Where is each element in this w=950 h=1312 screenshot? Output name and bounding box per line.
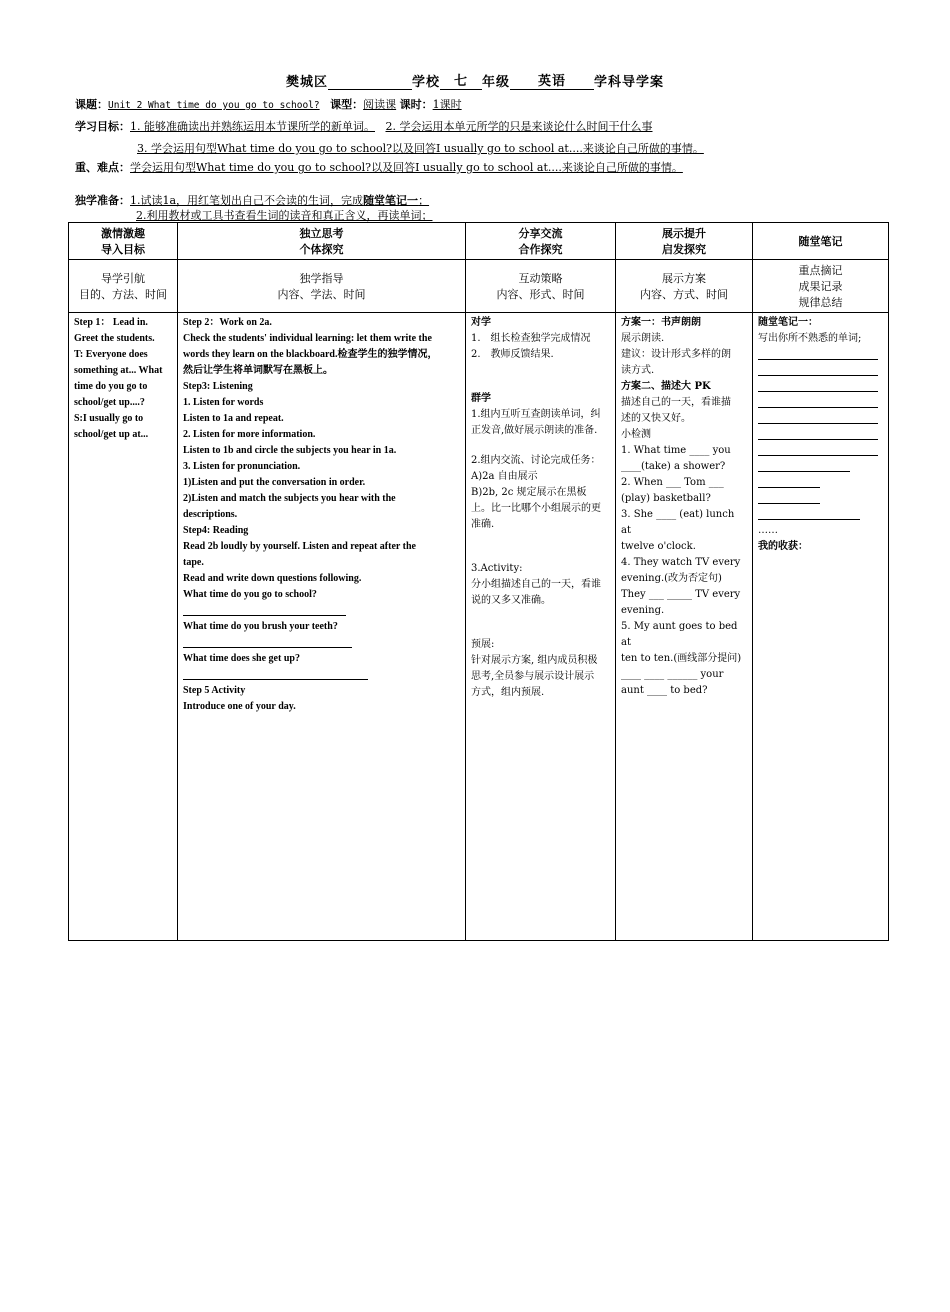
school-name-blank	[328, 89, 412, 90]
question-2: What time do you brush your teeth?	[183, 621, 338, 632]
quiz-item-2: 2. When ___ Tom ___	[621, 477, 724, 488]
notes-blank	[758, 379, 878, 392]
header-col-2: 独立思考 个体探究	[178, 223, 466, 260]
header-row	[69, 223, 889, 260]
question-1: What time do you go to school?	[183, 589, 317, 600]
answer-blank-2	[183, 635, 352, 648]
notes-blank	[758, 459, 850, 472]
title-suffix: 学科导学案	[594, 75, 665, 90]
school-word: 学校	[411, 75, 440, 90]
notes-blank	[758, 475, 820, 488]
goals-label: 学习目标	[75, 120, 119, 133]
col-presentation: 方案一：书声朗朗 展示朗读. 建议：设计形式多样的朗 读方式. 方案二、描述大 PK 描述自己的一天，看谁描 述的又快又好。 小检测 1. What time ____ you ____(take) a shower? 2. When ___ Tom ___ (play) basketball? 3. She ____ (eat) lunch at twelve o'clock. 4. They watch TV every evening.(改为否定句) They ___ _____ TV every evening. 5. My aunt goes to bed at ten to ten.(画线部分提问) ____ ____ ______ your aunt ____ to bed?	[616, 313, 753, 941]
col-notes: 随堂笔记一： 写出你所不熟悉的单词; …… 我的收获：	[753, 313, 889, 941]
col-cooperation: 对学 1. 组长检查独学完成情况 2. 教师反馈结果. 群学 1.组内互听互查朗读单词，纠 正发音,做好展示朗读的准备. 2.组内交流、讨论完成任务： A)2a 自由展示 B)2b, 2c 规定展示在黑板 上。比一比哪个小组展示的更 准确. 3.Activity: 分小组描述自己的一天，看谁 说的又多又准确。 预展: 针对展示方案, 组内成员积极 思考,全员参与展示设计展示 方式，组内预展.	[466, 313, 616, 941]
content-row	[69, 313, 889, 941]
subheader-row	[69, 260, 889, 313]
quiz-item-4: 4. They watch TV every	[621, 557, 741, 568]
key-points-line: 重、难点：学会运用句型What time do you go to school?以及回答I usually go to school at....来谈论自己所做的事情。	[75, 161, 683, 174]
notes-blank	[758, 507, 860, 520]
subheader-col-1: 导学引航 目的、方法、时间	[69, 260, 178, 313]
header-col-3: 分享交流 合作探究	[466, 223, 616, 260]
col-lead-in: Step 1： Lead in. Greet the students. T: Everyone does something at... What time do you go to school/get up....? S:I usually go to school/get up at...	[69, 313, 178, 941]
my-gains-label: 我的收获：	[758, 541, 808, 552]
header-col-5: 随堂笔记	[753, 223, 889, 260]
subheader-col-4: 展示方案 内容、方式、时间	[616, 260, 753, 313]
notes-blank	[758, 347, 878, 360]
answer-blank-3	[183, 667, 368, 680]
quiz-item-1: 1. What time ____ you	[621, 445, 731, 456]
prep-item-2: 2.利用教材或工具书查看生词的读音和真正含义，再读单词；	[136, 209, 433, 222]
notes-blank	[758, 427, 878, 440]
key-points-label: 重、难点	[75, 161, 119, 174]
lesson-hours-value: 1课时	[432, 98, 462, 111]
header-col-1: 激情激趣 导入目标	[69, 223, 178, 260]
topic-value: Unit 2 What time do you go to school?	[108, 100, 320, 111]
header-col-4: 展示提升 启发探究	[616, 223, 753, 260]
notes-blank	[758, 491, 820, 504]
prep-label: 独学准备	[75, 194, 119, 207]
notes-blank	[758, 411, 878, 424]
lesson-type-label: 课型	[330, 98, 353, 111]
lesson-hours-label: 课时	[399, 98, 422, 111]
page-title	[0, 70, 950, 90]
grade-word: 年级	[482, 75, 511, 90]
notes-blank	[758, 395, 878, 408]
prep-line-2	[136, 207, 433, 223]
subheader-col-3: 互动策略 内容、形式、时间	[466, 260, 616, 313]
lesson-plan-table	[68, 222, 889, 941]
prep-item-1: 1.试读1a，用红笔划出自己不会读的生词，完成随堂笔记一；	[130, 194, 430, 207]
goals-line: 学习目标：1. 能够准确读出并熟练运用本节课所学的新单词。 2. 学会运用本单元所学的只是来谈论什么时间干什么事	[75, 120, 653, 133]
key-points-value: 学会运用句型What time do you go to school?以及回答I usually go to school at....来谈论自己所做的事情。	[130, 161, 683, 174]
col-individual-study: Step 2：Work on 2a. Check the students' individual learning: let them write the words they learn on the blackboard.检查学生的独学情况， 然后让学生将单词默写在黑板上。 Step3: Listening 1. Listen for words Listen to 1a and repeat. 2. Listen for more information. Listen to 1b and circle the subjects you hear in 1a. 3. Listen for pronunciation. 1)Listen and put the conversation in order. 2)Listen and match the subjects you hear with the descriptions. Step4: Reading Read 2b loudly by yourself. Listen and repeat after the tape. Read and write down questions following. What time do you go to school? What time do you brush your teeth? What time does she get up? Step 5 Activity Introduce one of your day.	[178, 313, 466, 941]
quiz-item-5: 5. My aunt goes to bed at	[621, 621, 738, 648]
subheader-col-2: 独学指导 内容、学法、时间	[178, 260, 466, 313]
topic-line: 课题：Unit 2 What time do you go to school? 课型：阅读课 课时：1课时	[75, 98, 462, 111]
notes-blank	[758, 363, 878, 376]
lesson-type-value: 阅读课	[363, 98, 397, 111]
district-name: 樊城区	[285, 75, 328, 90]
goal-1: 1. 能够准确读出并熟练运用本节课所学的新单词。	[130, 120, 375, 133]
goal-3-line	[137, 140, 704, 156]
goal-2: 2. 学会运用本单元所学的只是来谈论什么时间干什么事	[385, 120, 653, 133]
answer-blank-1	[183, 603, 346, 616]
quiz-item-3: 3. She ____ (eat) lunch at	[621, 509, 735, 536]
notes-blank	[758, 443, 878, 456]
goal-3: 3. 学会运用句型What time do you go to school?以及回答I usually go to school at....来谈论自己所做的事情。	[137, 142, 704, 155]
grade-value: 七	[440, 70, 482, 90]
subheader-col-5: 重点摘记 成果记录 规律总结	[753, 260, 889, 313]
topic-label: 课题	[75, 98, 97, 111]
question-3: What time does she get up?	[183, 653, 300, 664]
prep-line: 独学准备：1.试读1a，用红笔划出自己不会读的生词，完成随堂笔记一；	[75, 194, 430, 207]
subject-value: 英语	[510, 70, 594, 90]
